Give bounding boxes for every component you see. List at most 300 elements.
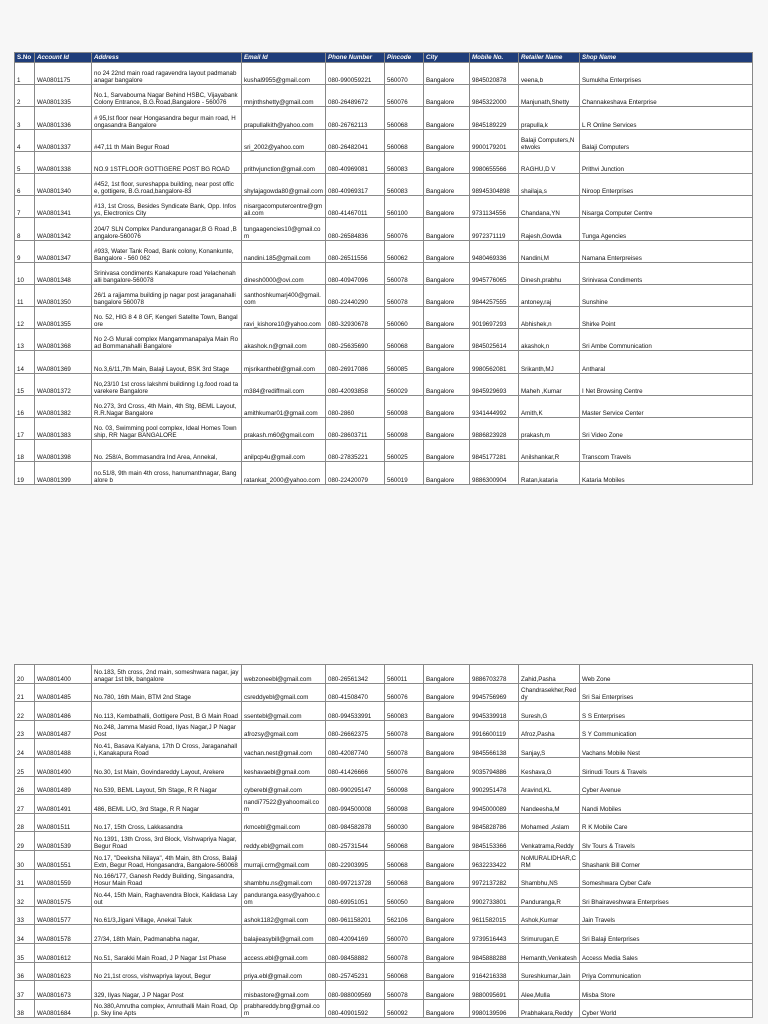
- retailer-table-page-1: [14, 52, 753, 485]
- cell-phone-number: 080-98458882: [326, 943, 385, 962]
- cell-mobile-no: 9731134556: [470, 196, 519, 218]
- cell-address: No.30, 1st Main, Govindareddy Layout, Arekere: [92, 757, 242, 776]
- cell-phone-number: 080-961158201: [326, 906, 385, 925]
- table-row: [15, 418, 753, 440]
- cell-pincode: 560078: [385, 262, 424, 284]
- cell-email-id: akashok.n@gmail.com: [242, 329, 326, 351]
- cell-retailer-name: Afroz,Pasha: [519, 720, 580, 739]
- cell-account-id: WA0801341: [35, 196, 92, 218]
- cell-mobile-no: 9945000089: [470, 795, 519, 814]
- cell-email-id: keshavaebl@gmail.com: [242, 757, 326, 776]
- table-row: [15, 218, 753, 240]
- cell-city: Bangalore: [424, 85, 470, 107]
- cell-retailer-name: akashok,n: [519, 329, 580, 351]
- cell-sno: 11: [15, 284, 35, 306]
- cell-email-id: dinesh0000@ovi.com: [242, 262, 326, 284]
- cell-city: Bangalore: [424, 795, 470, 814]
- cell-mobile-no: 9844257555: [470, 284, 519, 306]
- table-row: [15, 776, 753, 795]
- cell-email-id: shambhu.ns@gmail.com: [242, 869, 326, 888]
- cell-shop-name: Slv Tours & Travels: [580, 832, 753, 851]
- cell-shop-name: L R Online Services: [580, 107, 753, 129]
- cell-city: Bangalore: [424, 702, 470, 721]
- cell-pincode: 560085: [385, 351, 424, 373]
- cell-city: Bangalore: [424, 962, 470, 981]
- cell-retailer-name: Shambhu,NS: [519, 869, 580, 888]
- cell-city: Bangalore: [424, 196, 470, 218]
- cell-mobile-no: 9341444992: [470, 395, 519, 417]
- cell-email-id: csreddyebl@gmail.com: [242, 683, 326, 702]
- cell-address: No.1, Sarvabouma Nagar Behind HSBC, Vijayabank Colony Entrance, B.G.Road,Bangalore - 560076: [92, 85, 242, 107]
- cell-sno: 22: [15, 702, 35, 721]
- cell-phone-number: 080-27835221: [326, 440, 385, 462]
- table-row: [15, 869, 753, 888]
- cell-sno: 4: [15, 129, 35, 151]
- cell-address: No. 258/A, Bommasandra Ind Area, Annekal,: [92, 440, 242, 462]
- cell-email-id: ravi_kishore10@yahoo.com: [242, 307, 326, 329]
- cell-mobile-no: 9845322000: [470, 85, 519, 107]
- cell-mobile-no: 9845566138: [470, 739, 519, 758]
- cell-phone-number: 080-40969317: [326, 173, 385, 195]
- cell-account-id: WA0801372: [35, 373, 92, 395]
- table-row: [15, 63, 753, 85]
- cell-city: Bangalore: [424, 906, 470, 925]
- cell-account-id: WA0801577: [35, 906, 92, 925]
- cell-retailer-name: Ratan,kataria: [519, 462, 580, 484]
- cell-phone-number: 080-22420079: [326, 462, 385, 484]
- cell-account-id: WA0801348: [35, 262, 92, 284]
- header-row: [15, 53, 753, 63]
- cell-pincode: 560068: [385, 107, 424, 129]
- cell-retailer-name: Sureshkumar,Jain: [519, 962, 580, 981]
- table-row: [15, 832, 753, 851]
- cell-address: No. 52, HIG 8 4 8 GF, Kengeri Satellte Town, Bangalore: [92, 307, 242, 329]
- cell-shop-name: Sirinudi Tours & Travels: [580, 757, 753, 776]
- cell-sno: 14: [15, 351, 35, 373]
- cell-city: Bangalore: [424, 999, 470, 1018]
- cell-shop-name: Sri Video Zone: [580, 418, 753, 440]
- cell-retailer-name: Balaji Computers,Netwoks: [519, 129, 580, 151]
- cell-account-id: WA0801487: [35, 720, 92, 739]
- cell-phone-number: 080-26489672: [326, 85, 385, 107]
- cell-account-id: WA0801342: [35, 218, 92, 240]
- cell-phone-number: 080-41508470: [326, 683, 385, 702]
- table-row: [15, 440, 753, 462]
- cell-mobile-no: 9480469336: [470, 240, 519, 262]
- cell-sno: 26: [15, 776, 35, 795]
- cell-phone-number: 080-41426666: [326, 757, 385, 776]
- cell-pincode: 560076: [385, 85, 424, 107]
- cell-pincode: 560050: [385, 888, 424, 907]
- cell-phone-number: 080-26584836: [326, 218, 385, 240]
- cell-account-id: WA0801489: [35, 776, 92, 795]
- cell-email-id: ashok1182@gmail.com: [242, 906, 326, 925]
- cell-pincode: 560098: [385, 776, 424, 795]
- cell-account-id: WA0801539: [35, 832, 92, 851]
- cell-phone-number: 080-994533991: [326, 702, 385, 721]
- cell-phone-number: 080-25731544: [326, 832, 385, 851]
- cell-pincode: 560070: [385, 63, 424, 85]
- cell-email-id: afrozsy@gmail.com: [242, 720, 326, 739]
- cell-email-id: priya.ebl@gmail.com: [242, 962, 326, 981]
- cell-retailer-name: Hemanth,Venkatesh: [519, 943, 580, 962]
- cell-phone-number: 080-26917086: [326, 351, 385, 373]
- table-row: [15, 85, 753, 107]
- cell-pincode: 560098: [385, 418, 424, 440]
- cell-sno: 15: [15, 373, 35, 395]
- cell-email-id: murraji.crm@gmail.com: [242, 850, 326, 869]
- cell-account-id: WA0801340: [35, 173, 92, 195]
- cell-account-id: WA0801684: [35, 999, 92, 1018]
- cell-mobile-no: 9972137282: [470, 869, 519, 888]
- cell-retailer-name: Prabhakara,Reddy: [519, 999, 580, 1018]
- cell-retailer-name: Zahid,Pasha: [519, 665, 580, 684]
- cell-city: Bangalore: [424, 351, 470, 373]
- cell-retailer-name: Dinesh,prabhu: [519, 262, 580, 284]
- header-mobile-no: Mobile No.: [470, 53, 519, 63]
- cell-shop-name: Antharal: [580, 351, 753, 373]
- cell-account-id: WA0801369: [35, 351, 92, 373]
- cell-email-id: mnjnthshetty@gmail.com: [242, 85, 326, 107]
- cell-city: Bangalore: [424, 850, 470, 869]
- cell-shop-name: Sri Balaji Enterprises: [580, 925, 753, 944]
- cell-sno: 37: [15, 981, 35, 1000]
- cell-phone-number: 080-25635690: [326, 329, 385, 351]
- table-row: [15, 943, 753, 962]
- table-row: [15, 173, 753, 195]
- header-sno: S.No: [15, 53, 35, 63]
- cell-phone-number: 080-42093858: [326, 373, 385, 395]
- cell-sno: 1: [15, 63, 35, 85]
- table-body-page-2: [15, 665, 753, 1018]
- cell-retailer-name: Srimurugan,E: [519, 925, 580, 944]
- cell-mobile-no: 9880095691: [470, 981, 519, 1000]
- cell-shop-name: Niroop Enterprises: [580, 173, 753, 195]
- cell-address: No.61/3,Jigani Village, Anekal Taluk: [92, 906, 242, 925]
- cell-phone-number: 080-988009569: [326, 981, 385, 1000]
- cell-retailer-name: Panduranga,R: [519, 888, 580, 907]
- cell-sno: 36: [15, 962, 35, 981]
- cell-address: No.183, 5th cross, 2nd main, someshwara nagar, jayanagar 1st blk, bangalore: [92, 665, 242, 684]
- cell-sno: 34: [15, 925, 35, 944]
- cell-phone-number: 080-2860: [326, 395, 385, 417]
- cell-retailer-name: Alee,Mulla: [519, 981, 580, 1000]
- cell-pincode: 560078: [385, 981, 424, 1000]
- cell-account-id: WA0801382: [35, 395, 92, 417]
- cell-email-id: m384@rediffmail.com: [242, 373, 326, 395]
- cell-mobile-no: 9980139596: [470, 999, 519, 1018]
- cell-account-id: WA0801485: [35, 683, 92, 702]
- cell-sno: 23: [15, 720, 35, 739]
- table-row: [15, 351, 753, 373]
- cell-email-id: kushal9955@gmail.com: [242, 63, 326, 85]
- cell-sno: 6: [15, 173, 35, 195]
- cell-sno: 3: [15, 107, 35, 129]
- cell-pincode: 560068: [385, 329, 424, 351]
- cell-phone-number: 080-994500008: [326, 795, 385, 814]
- cell-mobile-no: 9845020878: [470, 63, 519, 85]
- sheet-page-1: [14, 52, 752, 485]
- cell-email-id: reddy.ebl@gmail.com: [242, 832, 326, 851]
- table-row: [15, 813, 753, 832]
- table-row: [15, 196, 753, 218]
- cell-retailer-name: Ashok,Kumar: [519, 906, 580, 925]
- cell-mobile-no: 9980655566: [470, 151, 519, 173]
- cell-phone-number: 080-22903995: [326, 850, 385, 869]
- cell-phone-number: 080-990295147: [326, 776, 385, 795]
- cell-phone-number: 080-997213728: [326, 869, 385, 888]
- cell-email-id: webzoneebl@gmail.com: [242, 665, 326, 684]
- table-row: [15, 850, 753, 869]
- cell-pincode: 560068: [385, 832, 424, 851]
- cell-sno: 27: [15, 795, 35, 814]
- cell-email-id: santhoshkumarj400@gmail.com: [242, 284, 326, 306]
- cell-address: 329, Ilyas Nagar, J P Nagar Post: [92, 981, 242, 1000]
- cell-shop-name: Srinivasa Condiments: [580, 262, 753, 284]
- cell-email-id: panduranga.easy@yahoo.com: [242, 888, 326, 907]
- cell-pincode: 560098: [385, 395, 424, 417]
- cell-address: No.17, "Deeksha Nilaya", 4th Main, 8th Cross, Balaji Extn, Begur Road, Hongasandra, Bangalore-560068: [92, 850, 242, 869]
- cell-pincode: 560092: [385, 999, 424, 1018]
- cell-city: Bangalore: [424, 462, 470, 484]
- cell-pincode: 560083: [385, 702, 424, 721]
- table-row: [15, 925, 753, 944]
- cell-retailer-name: prakash,m: [519, 418, 580, 440]
- header-retailer-name: Retailer Name: [519, 53, 580, 63]
- cell-sno: 29: [15, 832, 35, 851]
- cell-address: No. 03, Swimming pool complex, Ideal Homes Township, RR Nagar BANGALORE: [92, 418, 242, 440]
- cell-retailer-name: Amith,K: [519, 395, 580, 417]
- cell-email-id: prakash.m60@gmail.com: [242, 418, 326, 440]
- cell-phone-number: 080-990059221: [326, 63, 385, 85]
- cell-address: Srinivasa condiments Kanakapure road Yelachenahalli bangalore-560078: [92, 262, 242, 284]
- cell-sno: 17: [15, 418, 35, 440]
- cell-city: Bangalore: [424, 373, 470, 395]
- cell-shop-name: R K Mobile Care: [580, 813, 753, 832]
- cell-city: Bangalore: [424, 173, 470, 195]
- cell-sno: 10: [15, 262, 35, 284]
- cell-shop-name: I Net Browsing Centre: [580, 373, 753, 395]
- cell-mobile-no: 9845929693: [470, 373, 519, 395]
- cell-retailer-name: Nandini,M: [519, 240, 580, 262]
- cell-sno: 28: [15, 813, 35, 832]
- cell-pincode: 560019: [385, 462, 424, 484]
- cell-mobile-no: 9845177281: [470, 440, 519, 462]
- cell-shop-name: Web Zone: [580, 665, 753, 684]
- cell-address: 27/34, 18th Main, Padmanabha nagar,: [92, 925, 242, 944]
- cell-shop-name: Sri Bhairaveshwara Enterprises: [580, 888, 753, 907]
- cell-city: Bangalore: [424, 240, 470, 262]
- cell-retailer-name: Rajesh,Gowda: [519, 218, 580, 240]
- cell-sno: 19: [15, 462, 35, 484]
- cell-phone-number: 080-26762113: [326, 107, 385, 129]
- cell-city: Bangalore: [424, 284, 470, 306]
- cell-mobile-no: 9945776065: [470, 262, 519, 284]
- cell-sno: 33: [15, 906, 35, 925]
- cell-phone-number: 080-26561342: [326, 665, 385, 684]
- table-row: [15, 329, 753, 351]
- cell-pincode: 560062: [385, 240, 424, 262]
- cell-pincode: 560078: [385, 720, 424, 739]
- cell-shop-name: Misba Store: [580, 981, 753, 1000]
- cell-account-id: WA0801575: [35, 888, 92, 907]
- cell-pincode: 560068: [385, 869, 424, 888]
- cell-mobile-no: 9886823928: [470, 418, 519, 440]
- cell-retailer-name: NoMURALIDHAR,CRM: [519, 850, 580, 869]
- cell-sno: 18: [15, 440, 35, 462]
- cell-city: Bangalore: [424, 262, 470, 284]
- cell-address: No.17, 15th Cross, Lakkasandra: [92, 813, 242, 832]
- cell-retailer-name: Sanjay,S: [519, 739, 580, 758]
- cell-city: Bangalore: [424, 757, 470, 776]
- cell-mobile-no: 9902951478: [470, 776, 519, 795]
- cell-phone-number: 080-42094169: [326, 925, 385, 944]
- cell-phone-number: 080-40969081: [326, 151, 385, 173]
- cell-address: 204/7 SLN Complex Panduranganagar,B G Road ,Bangalore-560076: [92, 218, 242, 240]
- table-row: [15, 262, 753, 284]
- cell-mobile-no: 9845828786: [470, 813, 519, 832]
- cell-sno: 32: [15, 888, 35, 907]
- cell-pincode: 560078: [385, 943, 424, 962]
- cell-email-id: ssentebl@gmail.com: [242, 702, 326, 721]
- cell-sno: 13: [15, 329, 35, 351]
- cell-sno: 38: [15, 999, 35, 1018]
- cell-shop-name: Balaji Computers: [580, 129, 753, 151]
- header-email-id: Email Id: [242, 53, 326, 63]
- cell-address: NO.9 1STFLOOR GOTTIGERE POST BG ROAD: [92, 151, 242, 173]
- cell-email-id: nandini.185@gmail.com: [242, 240, 326, 262]
- cell-shop-name: Channakeshava Enterprise: [580, 85, 753, 107]
- cell-address: #933, Water Tank Road, Bank colony, Konankunte, Bangalore - 560 062: [92, 240, 242, 262]
- cell-mobile-no: 9845153366: [470, 832, 519, 851]
- cell-account-id: WA0801350: [35, 284, 92, 306]
- cell-sno: 24: [15, 739, 35, 758]
- cell-mobile-no: 9845025614: [470, 329, 519, 351]
- cell-phone-number: 080-25745231: [326, 962, 385, 981]
- cell-shop-name: Transcom Travels: [580, 440, 753, 462]
- cell-city: Bangalore: [424, 440, 470, 462]
- cell-city: Bangalore: [424, 395, 470, 417]
- cell-pincode: 560098: [385, 795, 424, 814]
- cell-shop-name: Sri Sai Enterprises: [580, 683, 753, 702]
- cell-account-id: WA0801399: [35, 462, 92, 484]
- cell-mobile-no: 9035794886: [470, 757, 519, 776]
- cell-mobile-no: 9739516443: [470, 925, 519, 944]
- table-row: [15, 683, 753, 702]
- table-row: [15, 107, 753, 129]
- cell-pincode: 560083: [385, 151, 424, 173]
- cell-email-id: balajieasybill@gmail.com: [242, 925, 326, 944]
- cell-phone-number: 080-42087740: [326, 739, 385, 758]
- cell-phone-number: 080-69951051: [326, 888, 385, 907]
- cell-email-id: mjsrikanthebl@gmail.com: [242, 351, 326, 373]
- cell-address: No.248, Jamma Masid Road, Ilyas Nagar,J P Nagar Post: [92, 720, 242, 739]
- cell-phone-number: 080-41467011: [326, 196, 385, 218]
- cell-pincode: 560068: [385, 850, 424, 869]
- cell-email-id: vachan.nest@gmail.com: [242, 739, 326, 758]
- cell-email-id: prabhareddy.bng@gmail.com: [242, 999, 326, 1018]
- cell-sno: 25: [15, 757, 35, 776]
- cell-account-id: WA0801335: [35, 85, 92, 107]
- cell-address: No.1391, 13th Cross, 3rd Block, Vishwapriya Nagar, Begur Road: [92, 832, 242, 851]
- cell-mobile-no: 9902733801: [470, 888, 519, 907]
- cell-sno: 2: [15, 85, 35, 107]
- cell-address: #13, 1st Cross, Besides Syndicate Bank, Opp. Infosys, Electronics City: [92, 196, 242, 218]
- cell-retailer-name: Keshava,G: [519, 757, 580, 776]
- cell-sno: 7: [15, 196, 35, 218]
- cell-account-id: WA0801551: [35, 850, 92, 869]
- cell-pincode: 560076: [385, 757, 424, 776]
- cell-shop-name: Cyber World: [580, 999, 753, 1018]
- cell-email-id: prithvjunction@gmail.com: [242, 151, 326, 173]
- cell-retailer-name: Aravind,KL: [519, 776, 580, 795]
- table-row: [15, 373, 753, 395]
- table-row: [15, 981, 753, 1000]
- cell-shop-name: Someshwara Cyber Cafe: [580, 869, 753, 888]
- cell-address: No.41, Basava Kalyana, 17th D Cross, Jaraganahalli, Kanakapura Road: [92, 739, 242, 758]
- cell-shop-name: Nandi Mobiles: [580, 795, 753, 814]
- cell-email-id: nandi77522@yahoomail.com: [242, 795, 326, 814]
- cell-phone-number: 080-26511556: [326, 240, 385, 262]
- cell-pincode: 560076: [385, 218, 424, 240]
- cell-shop-name: Priya Communication: [580, 962, 753, 981]
- cell-retailer-name: Venkatrama,Reddy: [519, 832, 580, 851]
- cell-mobile-no: 98945304898: [470, 173, 519, 195]
- cell-account-id: WA0801673: [35, 981, 92, 1000]
- cell-account-id: WA0801337: [35, 129, 92, 151]
- cell-address: no.51/8, 9th main 4th cross, hanumanthnagar, Bangalore b: [92, 462, 242, 484]
- cell-email-id: tungaagencies10@gmail.com: [242, 218, 326, 240]
- header-account-id: Account Id: [35, 53, 92, 63]
- cell-retailer-name: Anilshankar,R: [519, 440, 580, 462]
- cell-city: Bangalore: [424, 832, 470, 851]
- cell-pincode: 562106: [385, 906, 424, 925]
- cell-city: Bangalore: [424, 776, 470, 795]
- cell-account-id: WA0801400: [35, 665, 92, 684]
- header-city: City: [424, 53, 470, 63]
- cell-shop-name: Cyber Avenue: [580, 776, 753, 795]
- cell-mobile-no: 9164216338: [470, 962, 519, 981]
- cell-address: No.780, 16th Main, BTM 2nd Stage: [92, 683, 242, 702]
- cell-retailer-name: Abhishek,n: [519, 307, 580, 329]
- cell-city: Bangalore: [424, 218, 470, 240]
- table-row: [15, 739, 753, 758]
- cell-retailer-name: Mohamed ,Aslam: [519, 813, 580, 832]
- retailer-table-page-2: [14, 664, 753, 1018]
- cell-sno: 30: [15, 850, 35, 869]
- cell-retailer-name: Chandrasekher,Reddy: [519, 683, 580, 702]
- cell-account-id: WA0801398: [35, 440, 92, 462]
- cell-city: Bangalore: [424, 925, 470, 944]
- cell-email-id: rkmcebl@gmail.com: [242, 813, 326, 832]
- cell-mobile-no: 9916600119: [470, 720, 519, 739]
- cell-account-id: WA0801355: [35, 307, 92, 329]
- cell-city: Bangalore: [424, 107, 470, 129]
- cell-email-id: anilpcp4u@gmail.com: [242, 440, 326, 462]
- cell-retailer-name: antoney,raj: [519, 284, 580, 306]
- table-row: [15, 665, 753, 684]
- table-row: [15, 395, 753, 417]
- cell-email-id: sri_2002@yahoo.com: [242, 129, 326, 151]
- cell-phone-number: 080-26662375: [326, 720, 385, 739]
- cell-retailer-name: Srikanth,MJ: [519, 351, 580, 373]
- cell-mobile-no: 9886703278: [470, 665, 519, 684]
- cell-shop-name: Sumukha Enterprises: [580, 63, 753, 85]
- cell-address: #47,11 th Main Begur Road: [92, 129, 242, 151]
- table-row: [15, 906, 753, 925]
- cell-shop-name: Shirke Point: [580, 307, 753, 329]
- cell-pincode: 560025: [385, 440, 424, 462]
